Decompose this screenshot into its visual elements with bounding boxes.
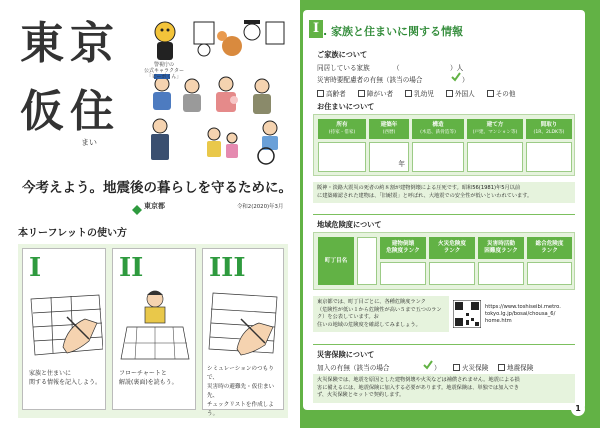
step-1-text: 家族と住まいに 関する情報を記入しよう。 xyxy=(29,370,102,386)
step-2 xyxy=(112,248,196,410)
insurance-note: 火災保険では、地震を原因とした建物倒壊や火災などは補償されません。地震による損 害に備えるには、地震保険に加入する必要があります。地震保険は、単独では加入でき ず、火災保険とセットで契約します。 xyxy=(313,374,575,403)
cohabiting-close: ）人 xyxy=(450,64,464,72)
squirrel-mascot xyxy=(217,31,242,56)
checkmark-icon xyxy=(423,360,433,370)
checkbox[interactable] xyxy=(317,90,324,97)
risk-url-link[interactable]: https://www.toshiseibi.metro. tokyo.lg.jp/bosai/chousa_6/ home.htm xyxy=(485,304,561,324)
risk-col-fire: 火災危険度 ランク xyxy=(429,237,475,259)
housing-note: 阪神・淡路大震災の死者の約８割が建物倒壊による圧死です。昭和56(1981)年5月以前 に建築確認された建物は、「旧耐震」と呼ばれ、大地震での安全性が低いといわれています。 xyxy=(313,182,575,203)
publication-date: 令和2(2020)年3月 xyxy=(237,204,284,210)
option-elderly[interactable]: 高齢者 xyxy=(317,88,346,98)
risk-overall-field[interactable] xyxy=(527,262,572,285)
wheelchair-user xyxy=(258,121,278,164)
step-3-numeral: III xyxy=(209,253,246,283)
risk-fire-field[interactable] xyxy=(429,262,475,285)
risk-town-header: 町丁目名 xyxy=(318,237,354,285)
housing-col-type: 建て方 (戸建、マンション等) xyxy=(467,119,523,139)
housing-col-layout: 間取り (1R、2LDK等) xyxy=(526,119,572,139)
checkbox[interactable] xyxy=(405,90,412,97)
step-1-numeral: I xyxy=(29,253,42,283)
risk-col-overall: 総合危険度 ランク xyxy=(527,237,572,259)
kamon-mascot xyxy=(194,22,214,56)
cohabiting-label: 同居している家族 xyxy=(317,64,370,72)
peepo-kun-mascot xyxy=(155,22,175,60)
needs-suffix: ） xyxy=(462,76,469,84)
section-numeral: I xyxy=(309,20,323,38)
housing-col-year: 建築年 (西暦) xyxy=(369,119,409,139)
step-3-text: シミュレーションのつもりで、 災害時の避難先・仮住まい先、 チェックリストを作成しよう。 xyxy=(207,366,275,417)
reading-person-icon xyxy=(117,287,193,361)
checkmark-icon xyxy=(451,72,461,82)
step-3 xyxy=(202,248,284,417)
risk-note: 東京都では、町丁目ごとに、各種危険度ランク （危険性が低い１から危険性が高い５まで五つのランク）を公表しています。お 住いの地域の危険度を確認してみましょう。 xyxy=(313,296,449,332)
risk-col-building: 建物倒壊 危険度ランク xyxy=(380,237,426,259)
divider xyxy=(313,214,575,215)
needs-label: 災害時要配慮者の有無（該当の場合 xyxy=(317,76,423,84)
title-line-2: 仮住 xyxy=(20,86,120,137)
man-in-suit xyxy=(151,119,169,160)
graduate-mascot xyxy=(244,20,284,44)
housing-table xyxy=(313,114,575,176)
risk-building-field[interactable] xyxy=(380,262,426,285)
cohabiting-open: （ xyxy=(393,64,400,72)
checkbox[interactable] xyxy=(498,364,505,371)
writing-hand-icon xyxy=(207,289,281,359)
housing-type-field[interactable] xyxy=(467,142,523,172)
writing-hand-icon xyxy=(27,289,103,359)
risk-town-field[interactable] xyxy=(357,237,377,285)
checkbox[interactable] xyxy=(446,90,453,97)
checkbox[interactable] xyxy=(358,90,365,97)
year-suffix: 年 xyxy=(398,160,405,168)
risk-heading: 地域危険度について xyxy=(317,220,382,229)
insurance-heading: 災害保険について xyxy=(317,350,375,359)
org-name: 東京都 xyxy=(144,202,165,210)
steps-panel xyxy=(18,244,288,418)
elderly-woman xyxy=(183,79,201,112)
divider xyxy=(313,344,575,345)
step-1 xyxy=(22,248,106,410)
checkbox[interactable] xyxy=(453,364,460,371)
children xyxy=(207,128,238,158)
housing-heading: お住まいについて xyxy=(317,102,375,111)
housing-ownership-field[interactable] xyxy=(318,142,366,172)
housing-col-structure: 構造 (木造、鉄骨造等) xyxy=(412,119,464,139)
housing-year-field[interactable] xyxy=(369,142,409,172)
slogan: 今考えよう。地震後の暮らしを守るために。 xyxy=(22,180,292,196)
qr-code-icon[interactable] xyxy=(453,300,481,328)
resident-illustrations xyxy=(140,16,290,166)
option-foreigner[interactable]: 外国人 xyxy=(446,88,475,98)
housing-structure-field[interactable] xyxy=(412,142,464,172)
option-earthquake-insurance[interactable]: 地震保険 xyxy=(498,362,533,372)
step-2-text: フローチャートと 解説(裏面)を読もう。 xyxy=(119,370,178,386)
checkbox[interactable] xyxy=(487,90,494,97)
step-2-numeral: II xyxy=(119,253,144,283)
section-title: . 家族と住まいに関する情報 xyxy=(323,25,464,38)
risk-table xyxy=(313,232,575,290)
option-disabled[interactable]: 障がい者 xyxy=(358,88,393,98)
option-infant[interactable]: 乳幼児 xyxy=(405,88,434,98)
housing-layout-field[interactable] xyxy=(526,142,572,172)
option-other[interactable]: その他 xyxy=(487,88,516,98)
housing-col-ownership: 所有 (持家・借家) xyxy=(318,119,366,139)
tokyo-logo-icon xyxy=(132,200,142,210)
cohabiting-count-field[interactable] xyxy=(403,62,447,71)
mascot-caption: 警視庁の 公式キャラクター 「ピーポくん」 xyxy=(144,62,184,80)
family-heading: ご家族について xyxy=(317,50,368,59)
risk-col-activity: 災害時活動 困難度ランク xyxy=(478,237,524,259)
insurance-label: 加入の有無（該当の場合 xyxy=(317,364,390,372)
info-card xyxy=(303,10,585,410)
title-ruby: まい xyxy=(81,138,97,147)
risk-activity-field[interactable] xyxy=(478,262,524,285)
needs-options xyxy=(317,88,516,98)
elderly-man xyxy=(253,79,271,114)
title-line-1: 東京 xyxy=(20,18,120,69)
page-number: 1 xyxy=(571,402,585,416)
howto-heading: 本リーフレットの使い方 xyxy=(18,228,127,239)
option-fire-insurance[interactable]: 火災保険 xyxy=(453,362,488,372)
insurance-suffix: ） xyxy=(434,364,441,372)
woman-with-baby xyxy=(216,77,238,112)
